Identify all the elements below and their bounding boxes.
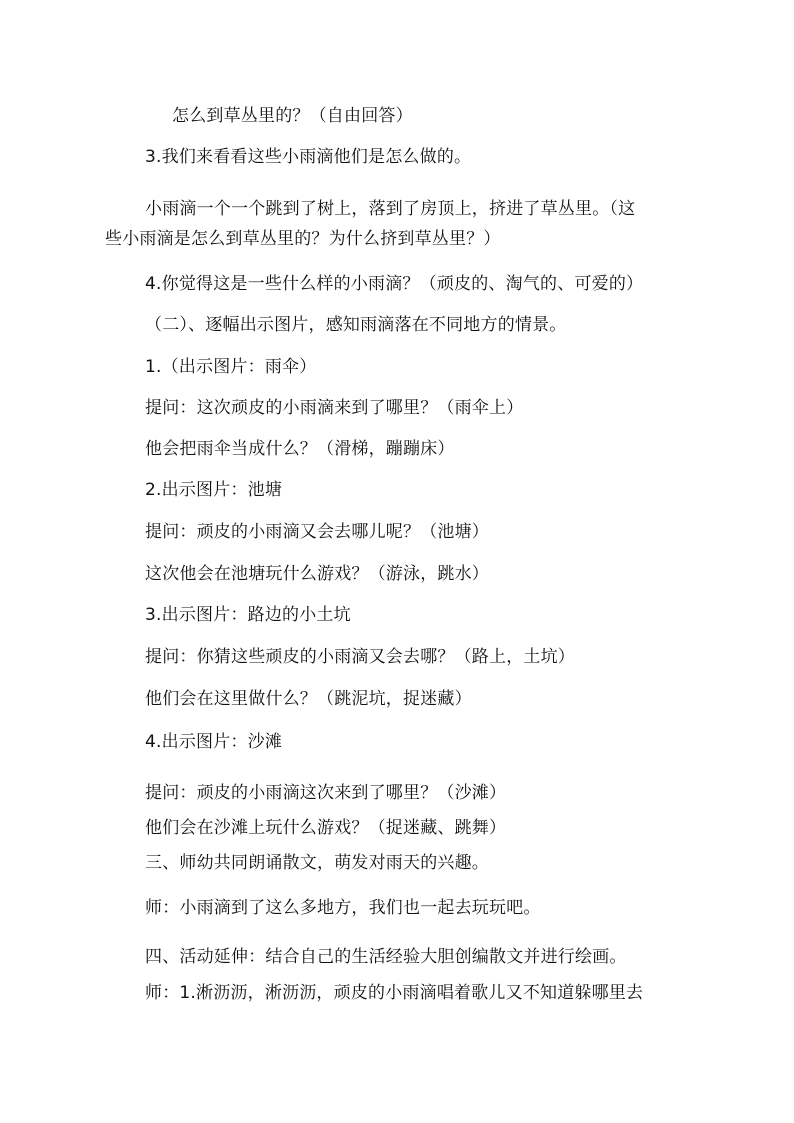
section-heading: 三、师幼共同朗诵散文，萌发对雨天的兴趣。 xyxy=(145,853,489,873)
text-line: 提问：你猜这些顽皮的小雨滴又会去哪？（路上，土坑） xyxy=(145,647,575,667)
text-line: 2.出示图片：池塘 xyxy=(145,480,283,500)
text-line: 些小雨滴是怎么到草丛里的？为什么挤到草丛里？） xyxy=(105,229,501,249)
section-heading: （二）、逐幅出示图片，感知雨滴落在不同地方的情景。 xyxy=(145,315,567,335)
section-heading: 四、活动延伸：结合自己的生活经验大胆创编散文并进行绘画。 xyxy=(145,947,627,967)
text-line: 提问：这次顽皮的小雨滴来到了哪里？（雨伞上） xyxy=(145,398,524,418)
text-line: 3.我们来看看这些小雨滴他们是怎么做的。 xyxy=(145,147,472,167)
text-line: 师：小雨滴到了这么多地方，我们也一起去玩玩吧。 xyxy=(145,898,541,918)
text-line: 他会把雨伞当成什么？（滑梯，蹦蹦床） xyxy=(145,439,455,459)
text-line: 4.你觉得这是一些什么样的小雨滴？（顽皮的、淘气的、可爱的） xyxy=(145,274,644,294)
text-line: 小雨滴一个一个跳到了树上，落到了房顶上，挤进了草丛里。（这 xyxy=(145,199,636,219)
text-line: 师：1.淅沥沥，淅沥沥，顽皮的小雨滴唱着歌儿又不知道躲哪里去 xyxy=(145,983,644,1003)
text-line: 提问：顽皮的小雨滴又会去哪儿呢？（池塘） xyxy=(145,522,489,542)
text-line: 3.出示图片：路边的小土坑 xyxy=(145,605,351,625)
text-line: 这次他会在池塘玩什么游戏？（游泳，跳水） xyxy=(145,564,489,584)
text-line: 他们会在这里做什么？（跳泥坑，捉迷藏） xyxy=(145,689,472,709)
text-line: 4.出示图片：沙滩 xyxy=(145,732,283,752)
text-line: 他们会在沙滩上玩什么游戏？（捉迷藏、跳舞） xyxy=(145,818,507,838)
text-line: 提问：顽皮的小雨滴这次来到了哪里？（沙滩） xyxy=(145,783,507,803)
text-line: 1.（出示图片：雨伞） xyxy=(145,357,317,377)
text-line: 怎么到草丛里的？（自由回答） xyxy=(172,106,413,126)
